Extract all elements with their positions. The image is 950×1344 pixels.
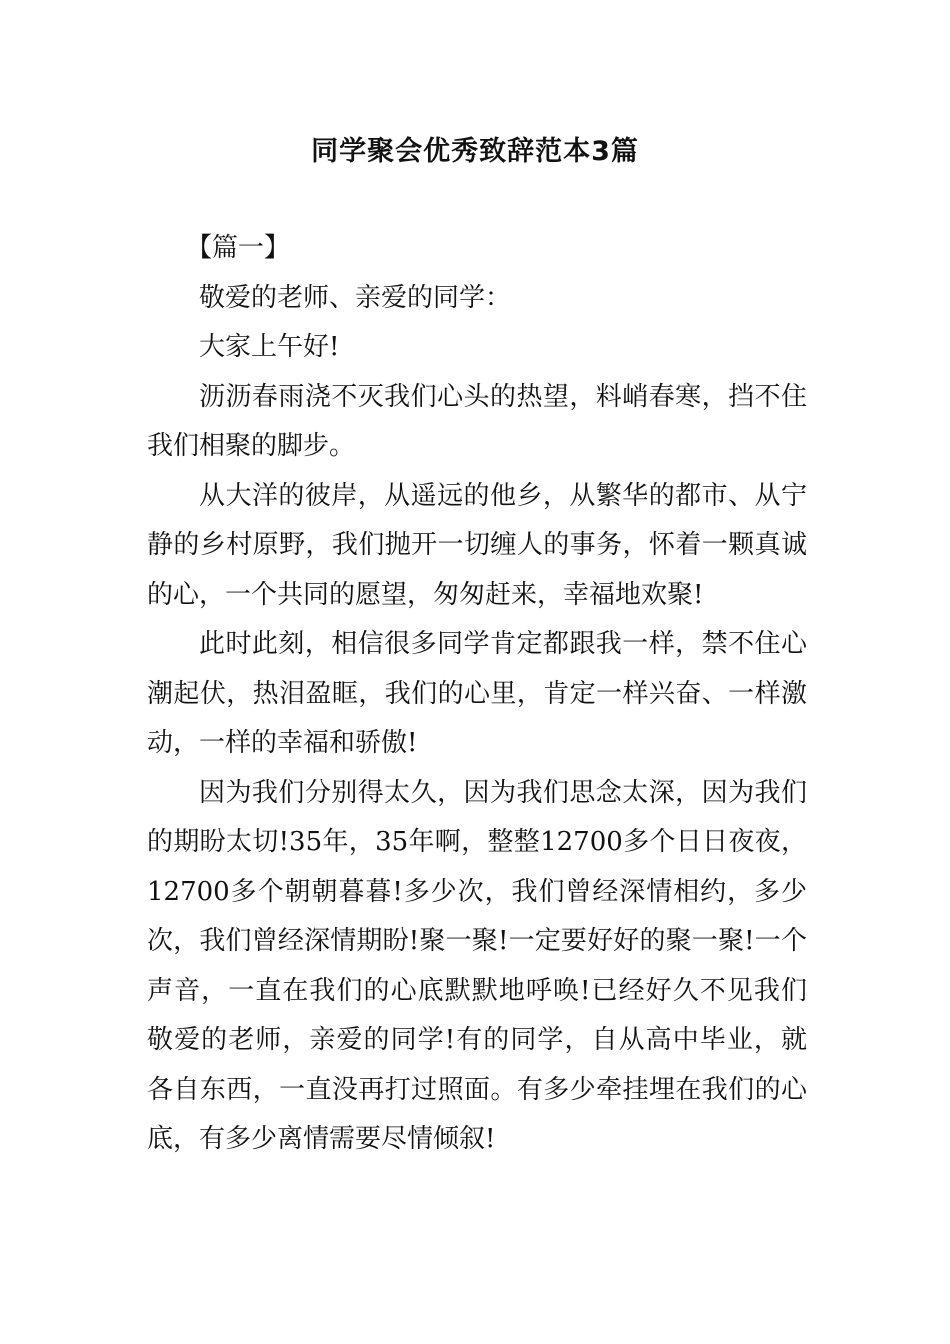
- document-body: [147, 224, 807, 1165]
- document-title: 同学聚会优秀致辞范本3篇: [311, 136, 639, 167]
- paragraph: 因为我们分别得太久，因为我们思念太深，因为我们的期盼太切!35年，35年啊，整整12700多个日日夜夜，12700多个朝朝暮暮!多少次，我们曾经深情相约，多少次，我们曾经深情期盼!聚一聚!一定要好好的聚一聚!一个声音，一直在我们的心底默默地呼唤!已经好久不见我们敬爱的老师，亲爱的同学!有的同学，自从高中毕业，就各自东西，一直没再打过照面。有多少牵挂埋在我们的心底，有多少离情需要尽情倾叙!: [147, 777, 807, 1154]
- paragraph: 此时此刻，相信很多同学肯定都跟我一样，禁不住心潮起伏，热泪盈眶，我们的心里，肯定一样兴奋、一样激动，一样的幸福和骄傲!: [147, 629, 807, 758]
- paragraph-greeting: 大家上午好!: [199, 332, 340, 362]
- section-label: 【篇一】: [186, 233, 291, 263]
- paragraph: 从大洋的彼岸，从遥远的他乡，从繁华的都市、从宁静的乡村原野，我们抛开一切缠人的事务，怀着一颗真诚的心，一个共同的愿望，匆匆赶来，幸福地欢聚!: [147, 480, 807, 610]
- paragraph: 沥沥春雨浇不灭我们心头的热望，料峭春寒，挡不住我们相聚的脚步。: [147, 381, 807, 461]
- paragraph-salutation: 敬爱的老师、亲爱的同学：: [199, 282, 512, 313]
